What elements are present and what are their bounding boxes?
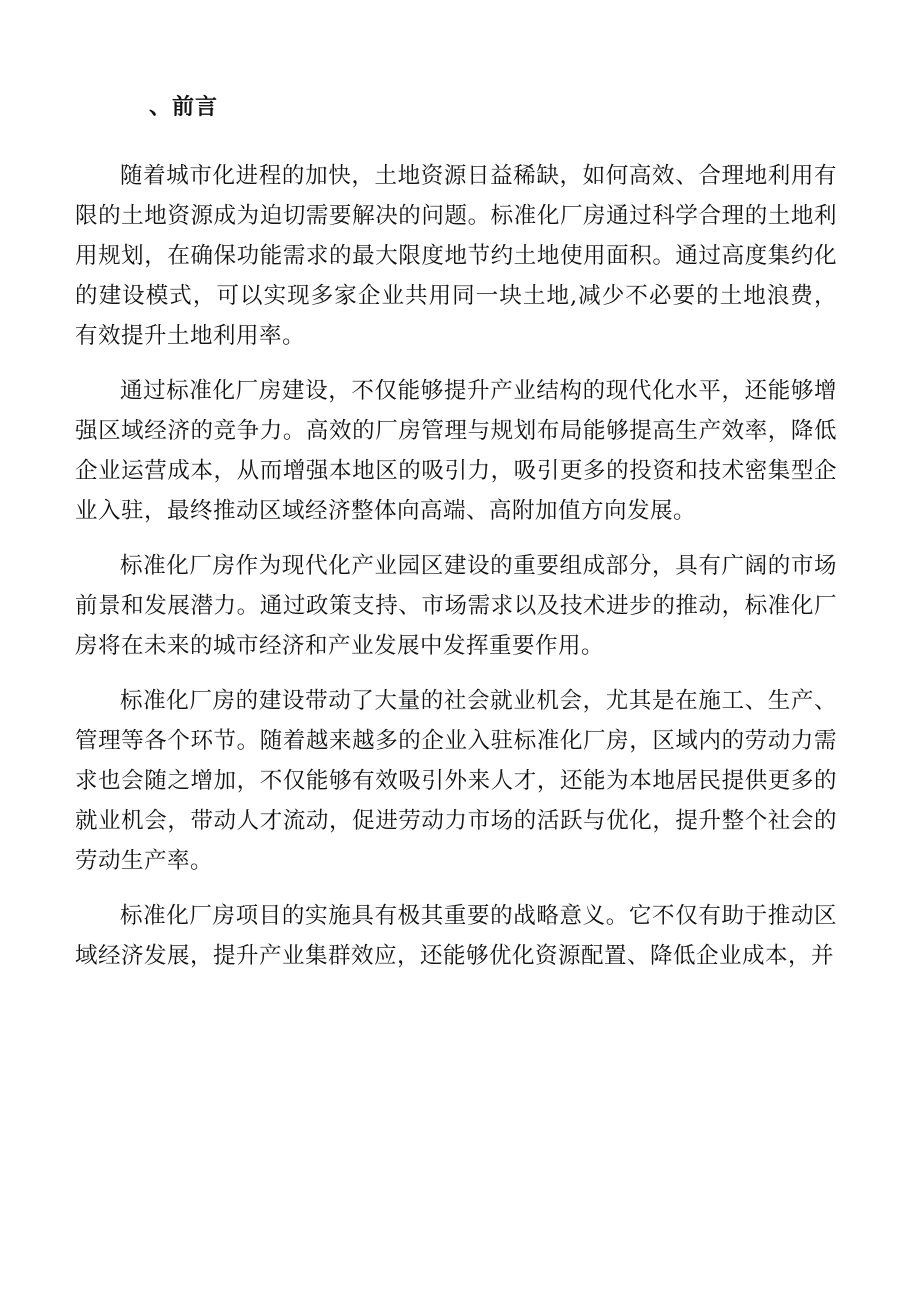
paragraph-land-use: 随着城市化进程的加快，土地资源日益稀缺，如何高效、合理地利用有限的土地资源成为迫切需要解决的问题。标准化厂房通过科学合理的土地利用规划，在确保功能需求的最大限度地节约土地使用面积。通过高度集约化的建设模式，可以实现多家企业共用同一块土地,减少不必要的土地浪费，有效提升土地利用率。 (75, 163, 837, 349)
paragraph-regional-economy: 通过标准化厂房建设，不仅能够提升产业结构的现代化水平，还能够增强区域经济的竞争力。高效的厂房管理与规划布局能够提高生产效率，降低企业运营成本，从而增强本地区的吸引力，吸引更多的投资和技术密集型企业入驻，最终推动区域经济整体向高端、高附加值方向发展。 (75, 378, 837, 524)
section-heading: 、前言 (149, 94, 219, 120)
paragraph-market-prospects: 标准化厂房作为现代化产业园区建设的重要组成部分，具有广阔的市场前景和发展潜力。通过政策支持、市场需求以及技术进步的推动，标准化厂房将在未来的城市经济和产业发展中发挥重要作用。 (75, 553, 837, 659)
paragraph-employment: 标准化厂房的建设带动了大量的社会就业机会，尤其是在施工、生产、管理等各个环节。随着越来越多的企业入驻标准化厂房，区域内的劳动力需求也会随之增加，不仅能够有效吸引外来人才，还能为本地居民提供更多的就业机会，带动人才流动，促进劳动力市场的活跃与优化，提升整个社会的劳动生产率。 (75, 688, 837, 874)
paragraph-strategic-significance: 标准化厂房项目的实施具有极其重要的战略意义。它不仅有助于推动区域经济发展，提升产业集群效应，还能够优化资源配置、降低企业成本，并 (75, 903, 837, 969)
document-body (75, 80, 837, 976)
